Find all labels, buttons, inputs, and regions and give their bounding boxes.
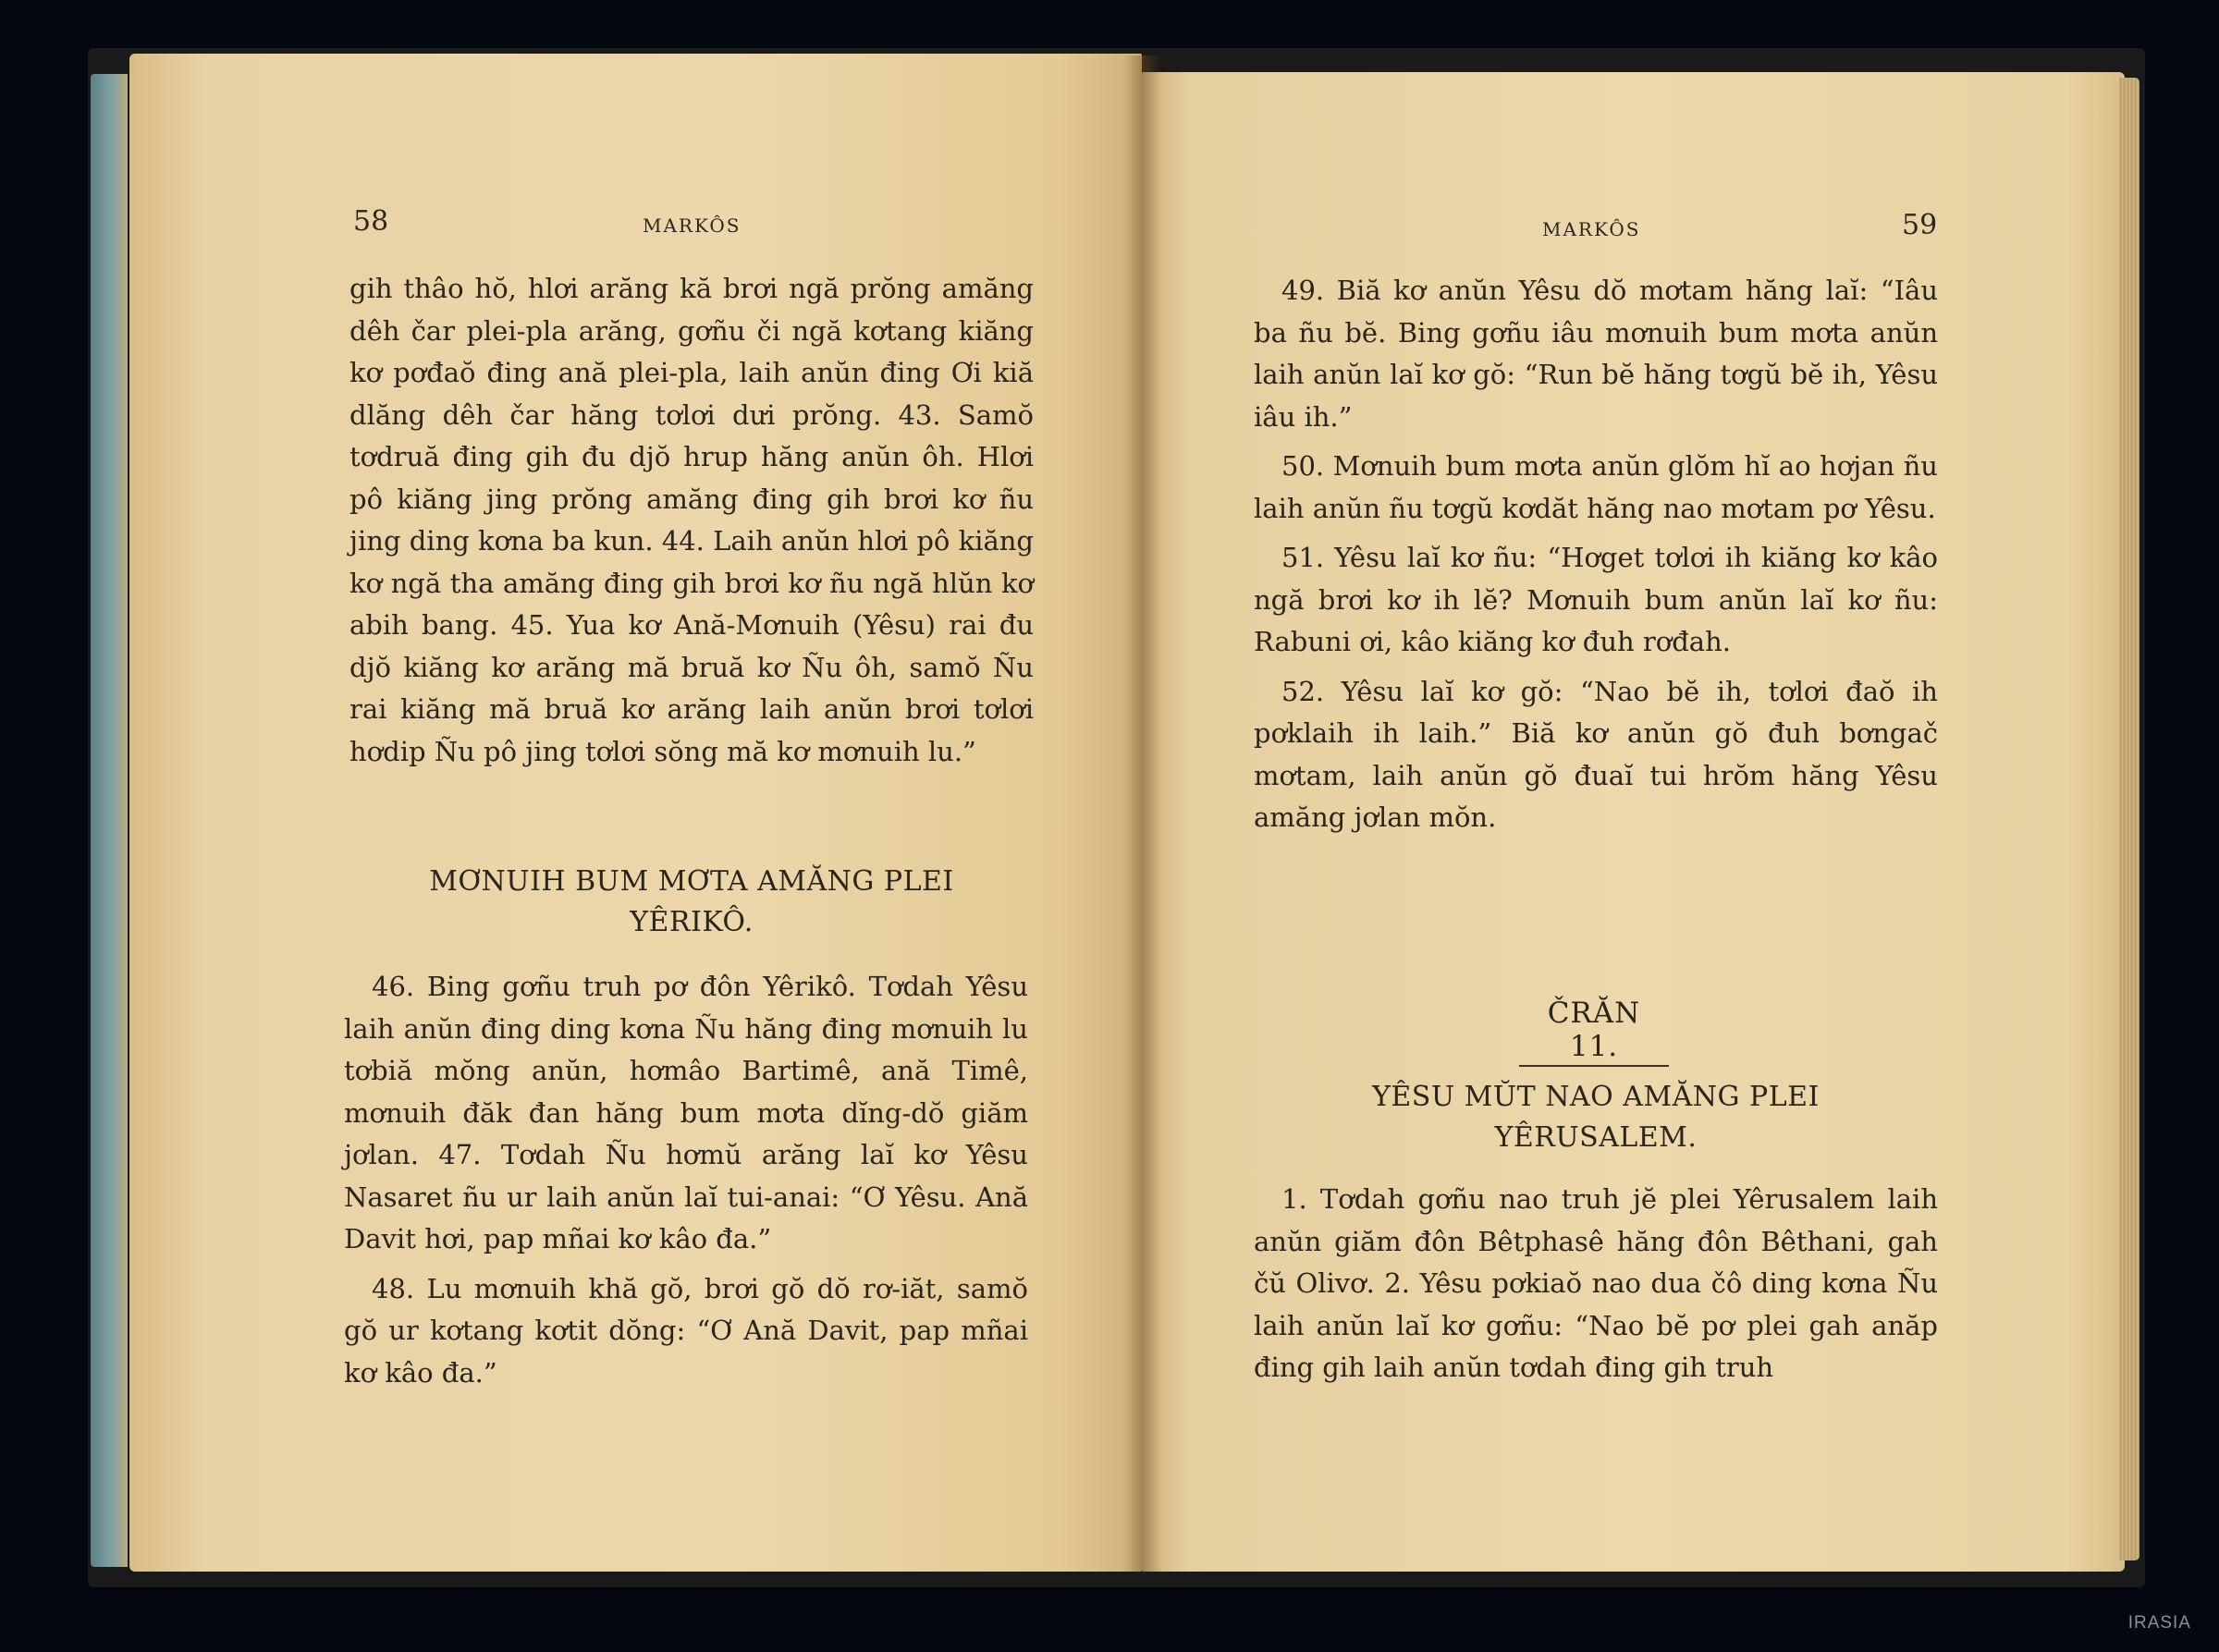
page-fore-edge <box>2119 78 2139 1560</box>
paragraph: 50. Mơnuih bum mơta anŭn glŏm hĭ ao hơjan ñu laih anŭn ñu tơgŭ kơdăt hăng nao mơtam pơ Yêsu. <box>1254 450 1938 524</box>
paragraph: 49. Biă kơ anŭn Yêsu dŏ mơtam hăng laĭ: “Iâu ba ñu bĕ. Bing gơñu iâu mơnuih bum mơta anŭn laih anŭn laĭ kơ gŏ: “Run bĕ hăng tơgŭ bĕ ih, Yêsu iâu ih.” <box>1254 275 1938 433</box>
paragraph: 52. Yêsu laĭ kơ gŏ: “Nao bĕ ih, tơlơi đaŏ ih pơklaih ih laih.” Biă kơ anŭn gŏ đuh bơngač mơtam, laih anŭn gŏ đuaĭ tui hrŏm hăng Yêsu amăng jơlan mŏn. <box>1254 675 1938 833</box>
section-heading-line: YÊRIKÔ. <box>630 906 754 938</box>
left-section-heading <box>349 862 1034 943</box>
chapter-heading: ČRĂN 11. <box>1519 997 1669 1067</box>
watermark: IRASIA <box>2127 1613 2191 1633</box>
section-heading-line: MƠNUIH BUM MƠTA AMĂNG PLEI <box>429 865 954 898</box>
paragraph: gih thâo hŏ, hlơi arăng kă brơi ngă prŏng amăng dêh čar plei-pla arăng, gơñu či ngă kơtang kiăng kơ pơđaŏ đing ană plei-pla, laih anŭn đing Ơi kiă dlăng dêh čar hăng tơlơi dưi prŏng. 43. Samŏ tơdruă đing gih đu djŏ hrup hăng anŭn ôh. Hlơi pô kiăng jing prŏng amăng đing gih brơi kơ ñu jing ding kơna ba kun. 44. Laih anŭn hlơi pô kiăng kơ ngă tha amăng đing gih brơi kơ ñu ngă hlŭn kơ abih bang. 45. Yua kơ Ană-Mơnuih (Yêsu) rai đu djŏ kiăng kơ arăng mă bruă kơ Ñu ôh, samŏ Ñu rai kiăng mă bruă kơ arăng laih anŭn brơi tơlơi hơdip Ñu pô jing tơlơi sŏng mă kơ mơnuih lu.” <box>349 273 1034 767</box>
paragraph: 1. Tơdah gơñu nao truh jĕ plei Yêrusalem laih anŭn giăm đôn Bêtphasê hăng đôn Bêthani, gah čŭ Olivơ. 2. Yêsu pơkiaŏ nao dua čô ding kơna Ñu laih anŭn laĭ kơ gơñu: “Nao bĕ pơ plei gah anăp đing gih laih anŭn tơdah đing gih truh <box>1254 1183 1938 1383</box>
left-text-bottom <box>344 966 1028 1401</box>
right-page-number: 59 <box>1902 209 1938 241</box>
left-text-top <box>349 268 1034 780</box>
right-running-title: MARKÔS <box>1542 218 1641 240</box>
paragraph: 51. Yêsu laĭ kơ ñu: “Hơget tơlơi ih kiăng kơ kâo ngă brơi kơ ih lĕ? Mơnuih bum anŭn laĭ kơ ñu: Rabuni ơi, kâo kiăng kơ đuh rơđah. <box>1254 542 1938 657</box>
book-cover-edge <box>91 74 128 1567</box>
right-section-heading <box>1254 1077 1938 1158</box>
book-gutter <box>1123 55 1162 1572</box>
section-heading-line: YÊRUSALEM. <box>1494 1121 1698 1154</box>
paragraph: 46. Bing gơñu truh pơ đôn Yêrikô. Tơdah Yêsu laih anŭn đing ding kơna Ñu hăng đing mơnuih lu tơbiă mŏng anŭn, hơmâo Bartimê, ană Timê, mơnuih đăk đan hăng bum mơta dĭng-dŏ giăm jơlan. 47. Tơdah Ñu hơmŭ arăng laĭ kơ Yêsu Nasaret ñu ur laih anŭn laĭ tui-anai: “Ơ Yêsu. Ană Davit hơi, pap mñai kơ kâo đa.” <box>344 971 1028 1254</box>
paragraph: 48. Lu mơnuih khă gŏ, brơi gŏ dŏ rơ-iăt, samŏ gŏ ur kơtang kơtit dŏng: “Ơ Ană Davit, pap mñai kơ kâo đa.” <box>344 1272 1028 1389</box>
right-text-bottom <box>1254 1179 1938 1397</box>
left-page-number: 58 <box>353 205 389 238</box>
right-text-top <box>1254 270 1938 847</box>
left-running-title: MARKÔS <box>643 214 742 237</box>
section-heading-line: YÊSU MŬT NAO AMĂNG PLEI <box>1372 1081 1820 1113</box>
